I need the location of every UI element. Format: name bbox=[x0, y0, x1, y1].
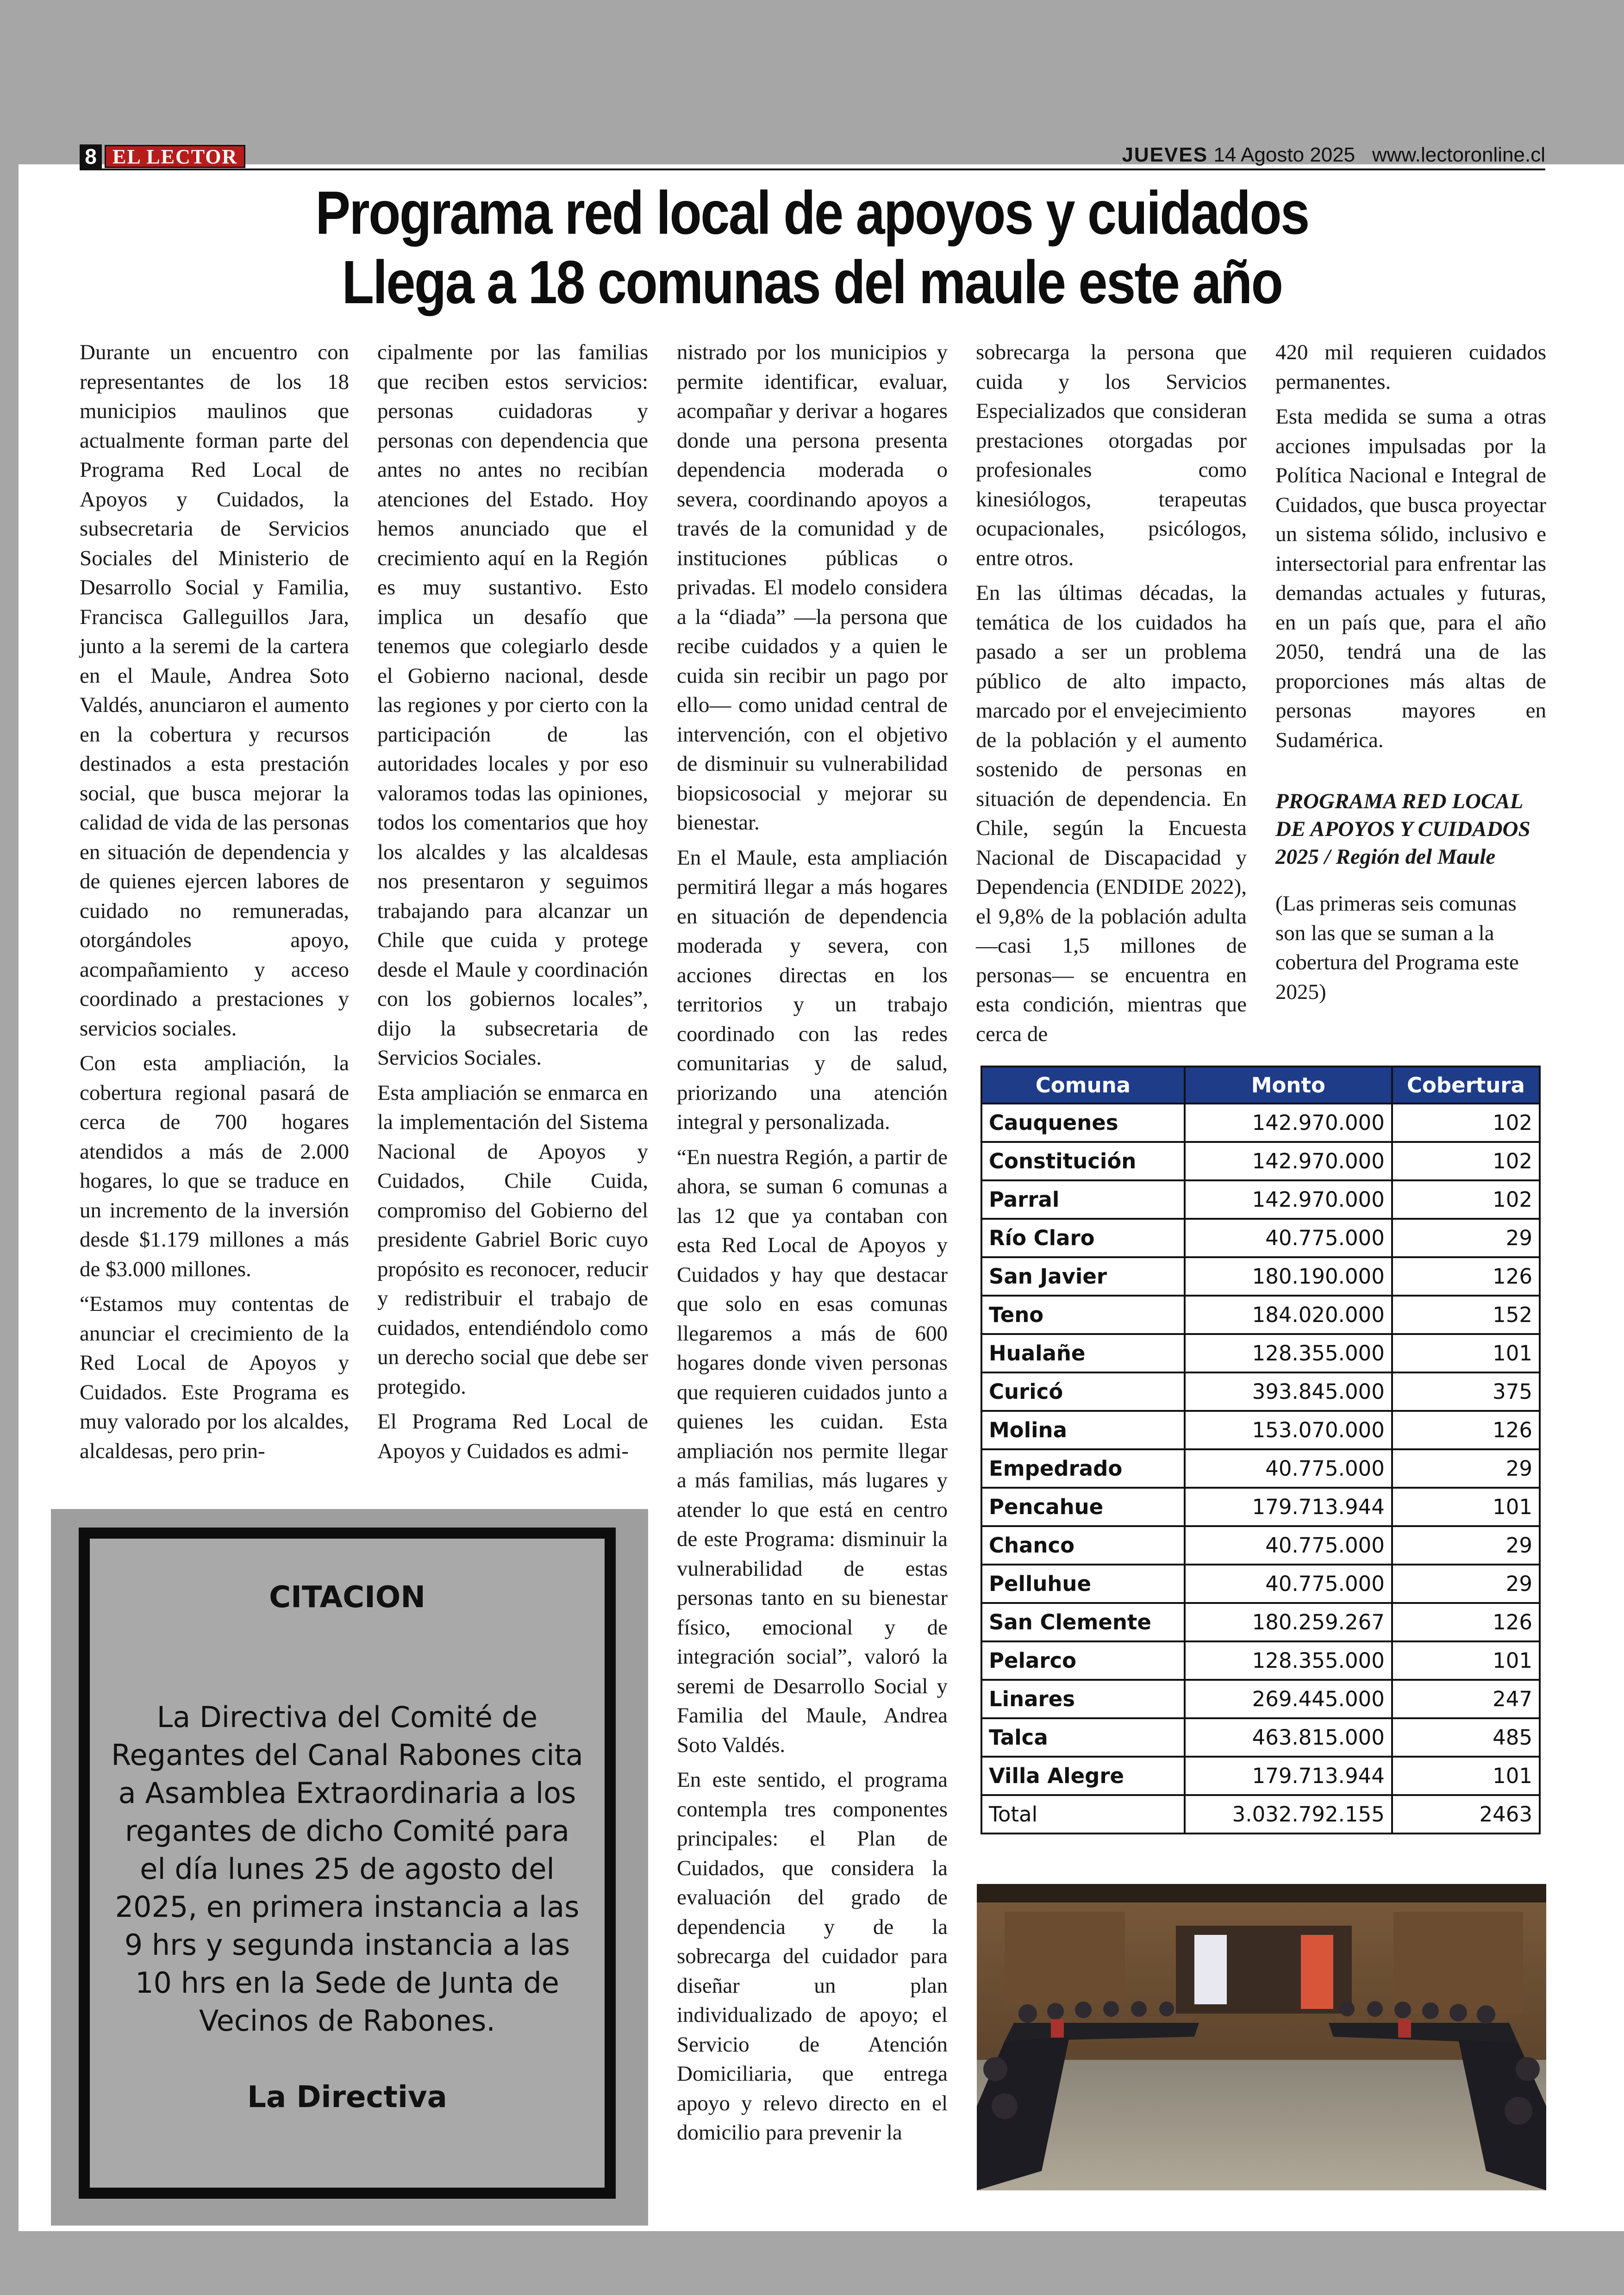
monto-cell: 179.713.944 bbox=[1185, 1488, 1392, 1526]
article-paragraph: El Programa Red Local de Apoyos y Cuidados es admi- bbox=[377, 1409, 648, 1463]
cobertura-cell: 101 bbox=[1392, 1757, 1540, 1795]
cobertura-cell: 126 bbox=[1392, 1257, 1540, 1296]
table-heading: PROGRAMA RED LOCAL DE APOYOS Y CUIDADOS 2025 / Región del Maule bbox=[1275, 789, 1530, 869]
cobertura-cell: 102 bbox=[1392, 1142, 1540, 1180]
table-row bbox=[981, 1372, 1540, 1411]
coverage-table bbox=[981, 1066, 1541, 1834]
comuna-cell: Pelarco bbox=[981, 1641, 1185, 1680]
masthead-divider bbox=[80, 168, 1545, 170]
article-paragraph: Esta medida se suma a otras acciones impulsadas por la Política Nacional e Integral de Cuidados, que busca proyectar un sistema sólido, inclusivo e intersectorial para enfrentar las demandas actuales y futuras, en un país que, para el año 2050, tendrá una de las proporciones más altas de personas mayores en Sudamérica. bbox=[1275, 405, 1546, 752]
masthead-website: www.lectoronline.cl bbox=[1372, 143, 1545, 166]
cobertura-cell: 101 bbox=[1392, 1334, 1540, 1372]
monto-cell: 40.775.000 bbox=[1185, 1565, 1392, 1603]
comuna-cell: Total bbox=[981, 1795, 1185, 1834]
meeting-photo bbox=[977, 1884, 1546, 2190]
table-row bbox=[981, 1449, 1540, 1488]
table-row bbox=[981, 1565, 1540, 1603]
comuna-cell: Villa Alegre bbox=[981, 1757, 1185, 1795]
cobertura-cell: 247 bbox=[1392, 1680, 1540, 1718]
comuna-cell: Pencahue bbox=[981, 1488, 1185, 1526]
monto-cell: 40.775.000 bbox=[1185, 1526, 1392, 1565]
table-row bbox=[981, 1411, 1540, 1449]
monto-cell: 393.845.000 bbox=[1185, 1372, 1392, 1411]
masthead-dateline bbox=[1122, 143, 1545, 167]
masthead-logo bbox=[80, 144, 245, 168]
notice-frame bbox=[79, 1528, 616, 2199]
newspaper-logo: EL LECTOR bbox=[105, 145, 245, 168]
table-header-row bbox=[981, 1066, 1540, 1104]
monto-cell: 463.815.000 bbox=[1185, 1718, 1392, 1757]
article-paragraph: sobrecarga la persona que cuida y los Servicios Especializados que consideran prestaciones otorgadas por profesionales como kinesiólogos, terapeutas ocupacionales, psicólogos, entre otros. bbox=[976, 340, 1247, 570]
comuna-cell: Chanco bbox=[981, 1526, 1185, 1565]
article-paragraph: En las últimas décadas, la temática de los cuidados ha pasado a ser un problema público de alto impacto, marcado por el envejecimiento de la población y el aumento sostenido de personas en situación de dependencia. En Chile, según la Encuesta Nacional de Discapacidad y Dependencia (ENDIDE 2022), el 9,8% de la población adulta —casi 1,5 millones de personas— se encuentra en esta condición, mientras que cerca de bbox=[976, 581, 1247, 1046]
column-header-monto: Monto bbox=[1185, 1066, 1392, 1104]
page-number: 8 bbox=[80, 144, 102, 168]
table-note: (Las primeras seis comunas son las que se suman a la cobertura del Programa este 2025) bbox=[1275, 892, 1519, 1004]
masthead-date: 14 Agosto 2025 bbox=[1213, 143, 1355, 166]
article-paragraph: Con esta ampliación, la cobertura regional pasará de cerca de 700 hogares atendidos a más de 2.000 hogares, lo que se traduce en un incremento de la inversión desde $1.179 millones a más de $3.000 millones. bbox=[80, 1051, 349, 1281]
cobertura-cell: 375 bbox=[1392, 1372, 1540, 1411]
article-column-4 bbox=[976, 338, 1247, 1054]
cobertura-cell: 29 bbox=[1392, 1219, 1540, 1257]
article-paragraph: En este sentido, el programa contempla tres componentes principales: el Plan de Cuidados, que considera la evaluación del grado de dependencia y de la sobrecarga del cuidador para diseñar un plan individualizado de apoyo; el Servicio de Atención Domiciliaria, que entrega apoyo y relevo directo en el domicilio para prevenir la bbox=[677, 1768, 948, 2145]
comuna-cell: Constitución bbox=[981, 1142, 1185, 1180]
table-row bbox=[981, 1219, 1540, 1257]
table-row bbox=[981, 1180, 1540, 1219]
table-row bbox=[981, 1641, 1540, 1680]
comuna-cell: Empedrado bbox=[981, 1449, 1185, 1488]
table-row bbox=[981, 1488, 1540, 1526]
headline-line-1: Programa red local de apoyos y cuidados bbox=[315, 179, 1309, 247]
comuna-cell: Talca bbox=[981, 1718, 1185, 1757]
cobertura-cell: 101 bbox=[1392, 1488, 1540, 1526]
table-row bbox=[981, 1334, 1540, 1372]
comuna-cell: Linares bbox=[981, 1680, 1185, 1718]
monto-cell: 40.775.000 bbox=[1185, 1449, 1392, 1488]
monto-cell: 128.355.000 bbox=[1185, 1334, 1392, 1372]
comuna-cell: Teno bbox=[981, 1296, 1185, 1334]
comuna-cell: Hualañe bbox=[981, 1334, 1185, 1372]
cobertura-cell: 152 bbox=[1392, 1296, 1540, 1334]
article-paragraph: cipalmente por las familias que reciben estos servicios: personas cuidadoras y personas con dependencia que antes no antes no recibían atenciones del Estado. Hoy hemos anunciado que el crecimiento aquí en la Región es muy sustantivo. Esto implica un desafío que tenemos que colegiarlo desde el Gobierno nacional, desde las regiones y por cierto con la participación de las autoridades locales y por eso valoramos todas las opiniones, todos los comentarios que hoy los alcaldes y las alcaldesas nos presentaron y seguimos trabajando para alcanzar un Chile que cuida y protege desde el Maule y coordinación con los gobiernos locales”, dijo la subsecretaria de Servicios Sociales. bbox=[377, 340, 648, 1070]
meeting-room-image bbox=[977, 1884, 1546, 2190]
comuna-cell: San Javier bbox=[981, 1257, 1185, 1296]
cobertura-cell: 102 bbox=[1392, 1180, 1540, 1219]
comuna-cell: Río Claro bbox=[981, 1219, 1185, 1257]
monto-cell: 3.032.792.155 bbox=[1185, 1795, 1392, 1834]
comuna-cell: Pelluhue bbox=[981, 1565, 1185, 1603]
table-row bbox=[981, 1603, 1540, 1641]
monto-cell: 184.020.000 bbox=[1185, 1296, 1392, 1334]
table-row bbox=[981, 1526, 1540, 1565]
article-paragraph: nistrado por los municipios y permite identificar, evaluar, acompañar y derivar a hogares donde una persona presenta dependencia moderada o severa, coordinando apoyos a través de la comunidad y de instituciones públicas o privadas. El modelo considera a la “diada” —la persona que recibe cuidados y a quien le cuida sin recibir un pago por ello— como unidad central de intervención, con el objetivo de disminuir su vulnerabilidad biopsicosocial y mejorar su bienestar. bbox=[677, 340, 948, 835]
column-header-cobertura: Cobertura bbox=[1392, 1066, 1540, 1104]
notice-body: La Directiva del Comité de Regantes del Canal Rabones cita a Asamblea Extraordinaria a los regantes de dicho Comité para el día lunes 25 de agosto del 2025, en primera instancia a las 9 hrs y segunda instancia a las 10 hrs en la Sede de Junta de Vecinos de Rabones. bbox=[111, 1700, 583, 2038]
article-column-3 bbox=[677, 338, 948, 2153]
cobertura-cell: 126 bbox=[1392, 1411, 1540, 1449]
table-total-row bbox=[981, 1795, 1540, 1834]
article-column-5 bbox=[1275, 338, 1546, 1012]
table-row bbox=[981, 1757, 1540, 1795]
cobertura-cell: 101 bbox=[1392, 1641, 1540, 1680]
comuna-cell: Cauquenes bbox=[981, 1104, 1185, 1142]
article-column-2 bbox=[377, 338, 648, 1472]
notice-ad bbox=[51, 1509, 648, 2226]
table-row bbox=[981, 1680, 1540, 1718]
cobertura-cell: 29 bbox=[1392, 1449, 1540, 1488]
comuna-cell: San Clemente bbox=[981, 1603, 1185, 1641]
monto-cell: 269.445.000 bbox=[1185, 1680, 1392, 1718]
article-paragraph: “Estamos muy contentas de anunciar el crecimiento de la Red Local de Apoyos y Cuidados. Este Programa es muy valorado por los alcaldes, alcaldesas, pero prin- bbox=[80, 1292, 349, 1463]
table-row bbox=[981, 1104, 1540, 1142]
article-paragraph: Esta ampliación se enmarca en la implementación del Sistema Nacional de Apoyos y Cuidados, Chile Cuida, compromiso del Gobierno del presidente Gabriel Boric cuyo propósito es reconocer, reducir y redistribuir el trabajo de cuidados, entendiéndolo como un derecho social que debe ser protegido. bbox=[377, 1080, 648, 1399]
comuna-cell: Parral bbox=[981, 1180, 1185, 1219]
cobertura-cell: 29 bbox=[1392, 1526, 1540, 1565]
article-paragraph: Durante un encuentro con representantes de los 18 municipios maulinos que actualmente forman parte del Programa Red Local de Apoyos y Cuidados, la subsecretaria de Servicios Sociales del Ministerio de Desarrollo Social y Familia, Francisca Galleguillos Jara, junto a la seremi de la cartera en el Maule, Andrea Soto Valdés, anunciaron el aumento en la cobertura y recursos destinados a esta prestación social, que busca mejorar la calidad de vida de las personas en situación de dependencia y de quienes ejercen labores de cuidado no remuneradas, otorgándoles apoyo, acompañamiento y acceso coordinado a prestaciones y servicios sociales. bbox=[80, 340, 349, 1041]
monto-cell: 142.970.000 bbox=[1185, 1142, 1392, 1180]
masthead-day: JUEVES bbox=[1122, 143, 1208, 166]
monto-cell: 180.259.267 bbox=[1185, 1603, 1392, 1641]
monto-cell: 180.190.000 bbox=[1185, 1257, 1392, 1296]
monto-cell: 153.070.000 bbox=[1185, 1411, 1392, 1449]
article-paragraph: “En nuestra Región, a partir de ahora, se suman 6 comunas a las 12 que ya contaban con esta Red Local de Apoyos y Cuidados y hay que destacar que solo en esas comunas llegaremos a más de 600 hogares donde viven personas que requieren cuidados junto a quienes les cuidan. Esta ampliación nos permite llegar a más familias, más lugares y atender lo que está en centro de este Programa: disminuir la vulnerabilidad de estas personas tanto en su bienestar físico, emocional y de integración social”, valoró la seremi de Desarrollo Social y Familia del Maule, Andrea Soto Valdés. bbox=[677, 1145, 948, 1757]
comuna-cell: Curicó bbox=[981, 1372, 1185, 1411]
article-paragraph: En el Maule, esta ampliación permitirá llegar a más hogares en situación de dependencia moderada y severa, con acciones directas en los territorios y un trabajo coordinado con las redes comunitarias y de salud, priorizando una atención integral y personalizada. bbox=[677, 845, 948, 1134]
cobertura-cell: 2463 bbox=[1392, 1795, 1540, 1834]
comuna-cell: Molina bbox=[981, 1411, 1185, 1449]
notice-signature: La Directiva bbox=[247, 2080, 447, 2114]
table-row bbox=[981, 1257, 1540, 1296]
table-body bbox=[981, 1104, 1540, 1834]
cobertura-cell: 126 bbox=[1392, 1603, 1540, 1641]
cobertura-cell: 485 bbox=[1392, 1718, 1540, 1757]
article-paragraph: 420 mil requieren cuidados permanentes. bbox=[1275, 340, 1546, 394]
cobertura-cell: 29 bbox=[1392, 1565, 1540, 1603]
monto-cell: 179.713.944 bbox=[1185, 1757, 1392, 1795]
monto-cell: 142.970.000 bbox=[1185, 1104, 1392, 1142]
headline-line-2: Llega a 18 comunas del maule este año bbox=[342, 248, 1282, 316]
headline bbox=[194, 178, 1431, 317]
article-column-1 bbox=[80, 338, 349, 1472]
monto-cell: 128.355.000 bbox=[1185, 1641, 1392, 1680]
monto-cell: 142.970.000 bbox=[1185, 1180, 1392, 1219]
table-row bbox=[981, 1142, 1540, 1180]
monto-cell: 40.775.000 bbox=[1185, 1219, 1392, 1257]
cobertura-cell: 102 bbox=[1392, 1104, 1540, 1142]
notice-title: CITACION bbox=[269, 1580, 425, 1615]
table-row bbox=[981, 1296, 1540, 1334]
table-row bbox=[981, 1718, 1540, 1757]
column-header-comuna: Comuna bbox=[981, 1066, 1185, 1104]
